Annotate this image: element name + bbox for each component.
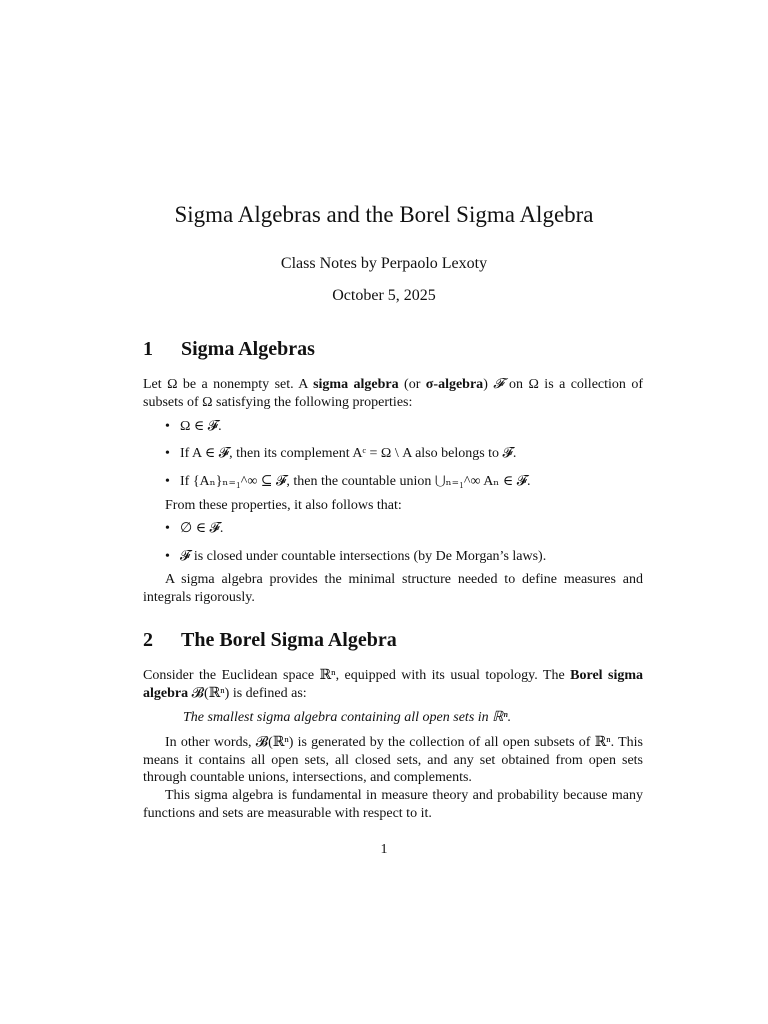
text-run: on Ω is a collection of subsets of Ω satisfying the following properties: — [143, 377, 643, 410]
body-paragraph: In other words, 𝓑(ℝⁿ) is generated by the collection of all open subsets of ℝⁿ. This means it contains all open sets, all closed sets, and any set obtained from open sets through countable unions, intersections, and complements. — [143, 735, 643, 785]
text-run: 𝓑(ℝⁿ) is defined as: — [188, 685, 307, 701]
bullet-icon: • — [165, 446, 170, 461]
bullet-icon: • — [165, 549, 170, 564]
section-number: 2 — [143, 629, 153, 651]
list-item-text: Ω ∈ 𝓕. — [180, 419, 222, 434]
section-number: 1 — [143, 338, 153, 360]
list-item — [165, 418, 643, 436]
list-item-text: If A ∈ 𝓕, then its complement Aᶜ = Ω \ A also belongs to 𝓕. — [180, 446, 517, 461]
page-number: 1 — [380, 842, 388, 857]
list-item-text: ∅ ∈ 𝓕. — [180, 521, 224, 536]
bullet-icon: • — [165, 521, 170, 536]
follows-text: From these properties, it also follows that: — [165, 498, 402, 513]
list-item-text: 𝓕 is closed under countable intersections (by De Morgan’s laws). — [180, 549, 547, 564]
document-title: Sigma Algebras and the Borel Sigma Algebra — [174, 202, 594, 227]
closing-paragraph: A sigma algebra provides the minimal structure needed to define measures and integrals rigorously. — [143, 572, 643, 605]
bold-term: sigma algebra — [313, 377, 399, 392]
text-run: Let Ω be a nonempty set. A — [143, 377, 314, 392]
text-run: Consider the Euclidean space ℝⁿ, equipped with its usual topology. The — [143, 668, 571, 683]
list-item — [165, 445, 643, 463]
bullet-icon: • — [165, 419, 170, 434]
document-author: Class Notes by Perpaolo Lexoty — [280, 255, 488, 272]
text-run: (or — [398, 377, 426, 392]
math-symbol: 𝓕 — [493, 376, 504, 392]
list-item — [165, 520, 643, 538]
section-heading — [143, 338, 315, 361]
section-intro-paragraph — [143, 376, 643, 411]
body-paragraph: This sigma algebra is fundamental in measure theory and probability because many functions and sets are measurable with respect to it. — [143, 788, 643, 821]
section-title: The Borel Sigma Algebra — [181, 629, 397, 651]
bold-term: σ-algebra — [425, 377, 484, 392]
list-item — [165, 473, 643, 491]
bold-term: Borel sigma algebra — [143, 668, 643, 701]
section-heading — [143, 629, 397, 652]
text-run: ) — [483, 377, 494, 392]
section-title: Sigma Algebras — [181, 338, 315, 360]
definition-quote: The smallest sigma algebra containing all open sets in ℝⁿ. — [183, 710, 512, 725]
document-date: October 5, 2025 — [332, 287, 436, 304]
list-item — [165, 548, 643, 566]
bullet-icon: • — [165, 474, 170, 489]
list-item-text: If {Aₙ}ₙ₌₁^∞ ⊆ 𝓕, then the countable union ⋃ₙ₌₁^∞ Aₙ ∈ 𝓕. — [180, 474, 531, 489]
section-intro-paragraph — [143, 667, 643, 702]
